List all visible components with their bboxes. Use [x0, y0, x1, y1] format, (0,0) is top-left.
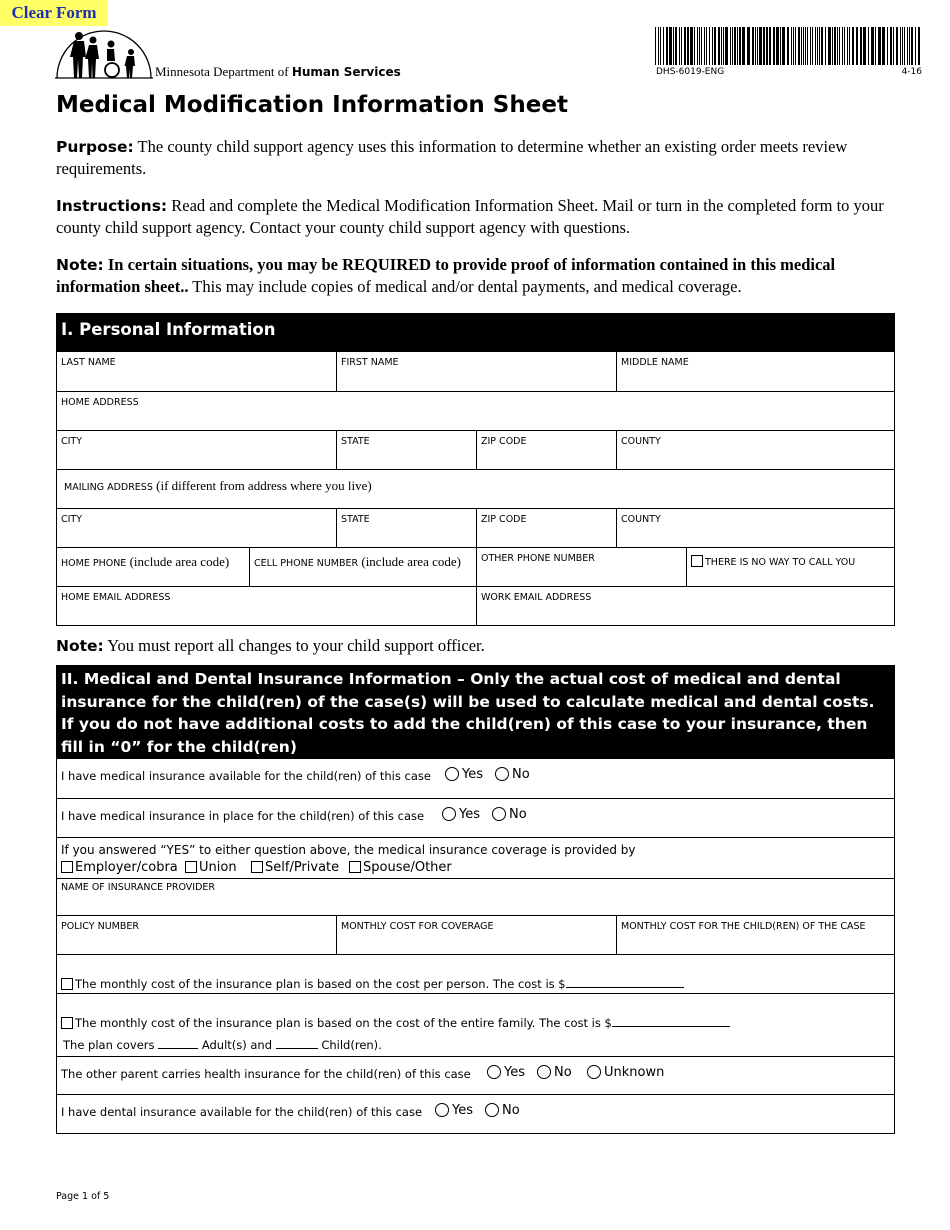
other-phone-input[interactable]: [480, 568, 683, 584]
mailing-state-input[interactable]: [340, 529, 473, 545]
home-phone-cell: [57, 548, 249, 586]
checkbox-icon[interactable]: [185, 861, 197, 873]
checkbox-icon[interactable]: [349, 861, 361, 873]
form-revision: 4-16: [901, 67, 922, 77]
mailing-state-label: STATE: [341, 514, 370, 525]
medical-in-place-question: I have medical insurance in place for the child(ren) of this case: [61, 809, 425, 823]
page-number: Page 1 of 5: [56, 1191, 110, 1202]
mailing-county-label: COUNTY: [621, 514, 661, 525]
home-address-cell: [57, 392, 894, 430]
monthly-cost-input[interactable]: [340, 936, 613, 952]
other-parent-no[interactable]: No: [537, 1065, 572, 1080]
radio-icon[interactable]: [537, 1065, 551, 1079]
per-person-cost-line[interactable]: [566, 975, 684, 988]
medical-available-no[interactable]: No: [495, 767, 530, 782]
radio-icon[interactable]: [435, 1103, 449, 1117]
middle-name-cell: [616, 352, 894, 391]
radio-icon[interactable]: [445, 767, 459, 781]
cell-phone-cell: [249, 548, 476, 586]
work-email-label: WORK EMAIL ADDRESS: [481, 592, 592, 603]
coverage-provider-row: [57, 837, 894, 878]
state-input[interactable]: [340, 451, 473, 467]
home-phone-input[interactable]: [60, 568, 246, 584]
dental-available-yes[interactable]: Yes: [435, 1103, 473, 1118]
radio-icon[interactable]: [442, 807, 456, 821]
per-person-row: [57, 954, 894, 993]
radio-icon[interactable]: [487, 1065, 501, 1079]
adults-count-line[interactable]: [158, 1036, 198, 1049]
last-name-cell: [57, 352, 336, 391]
work-email-cell: [476, 587, 894, 625]
radio-icon[interactable]: [485, 1103, 499, 1117]
mailing-zip-input[interactable]: [480, 529, 613, 545]
no-way-to-call-checkbox[interactable]: [691, 555, 703, 567]
checkbox-icon[interactable]: [61, 978, 73, 990]
monthly-cost-label: MONTHLY COST FOR COVERAGE: [341, 921, 494, 932]
home-email-cell: [57, 587, 476, 625]
mailing-zip-cell: [476, 509, 616, 547]
zip-cell: [476, 431, 616, 469]
monthly-cost-cell: [336, 916, 616, 954]
coverage-spouse-option[interactable]: Spouse/Other: [349, 860, 452, 875]
coverage-union-option[interactable]: Union: [185, 860, 237, 875]
plan-covers-line: The plan covers Adult(s) and Child(ren).: [63, 1038, 382, 1052]
county-input[interactable]: [620, 451, 891, 467]
mailing-zip-label: ZIP CODE: [481, 514, 527, 525]
monthly-cost-children-cell: [616, 916, 894, 954]
dhs-logo-icon: [55, 27, 153, 79]
zip-label: ZIP CODE: [481, 436, 527, 447]
clear-form-button[interactable]: Clear Form: [0, 0, 108, 26]
mailing-county-cell: [616, 509, 894, 547]
county-cell: [616, 431, 894, 469]
other-phone-label: OTHER PHONE NUMBER: [481, 553, 595, 564]
radio-icon[interactable]: [492, 807, 506, 821]
last-name-label: LAST NAME: [61, 357, 116, 368]
report-changes-note: Note: You must report all changes to your child support officer.: [56, 636, 485, 655]
medical-available-row: [57, 759, 894, 798]
zip-input[interactable]: [480, 451, 613, 467]
mailing-city-label: CITY: [61, 514, 83, 525]
first-name-label: FIRST NAME: [341, 357, 399, 368]
mailing-address-label: MAILING ADDRESS (if different from address where you live): [64, 478, 372, 493]
cell-phone-input[interactable]: [253, 568, 473, 584]
personal-information-grid: [56, 352, 895, 626]
city-input[interactable]: [60, 451, 333, 467]
policy-number-cell: [57, 916, 336, 954]
insurance-information-grid: [56, 759, 895, 1134]
entire-family-option[interactable]: The monthly cost of the insurance plan is based on the cost of the entire family. The cost is $: [61, 1014, 730, 1030]
checkbox-icon[interactable]: [251, 861, 263, 873]
medical-in-place-no[interactable]: No: [492, 807, 527, 822]
section-1-header: I. Personal Information: [56, 313, 895, 352]
coverage-employer-option[interactable]: Employer/cobra: [61, 860, 178, 875]
mailing-city-cell: [57, 509, 336, 547]
entire-family-cost-line[interactable]: [612, 1014, 730, 1027]
children-count-line[interactable]: [276, 1036, 318, 1049]
policy-number-label: POLICY NUMBER: [61, 921, 139, 932]
insurance-provider-cell: [57, 879, 894, 915]
home-email-input[interactable]: [60, 607, 473, 623]
dental-available-row: [57, 1094, 894, 1133]
mailing-address-cell: [57, 470, 894, 508]
middle-name-label: MIDDLE NAME: [621, 357, 689, 368]
radio-icon[interactable]: [495, 767, 509, 781]
home-email-label: HOME EMAIL ADDRESS: [61, 592, 171, 603]
home-address-label: HOME ADDRESS: [61, 397, 139, 408]
insurance-provider-input[interactable]: [60, 897, 891, 913]
department-name: Minnesota Department of Human Services: [155, 64, 401, 79]
medical-in-place-yes[interactable]: Yes: [442, 807, 480, 822]
other-parent-row: [57, 1056, 894, 1094]
state-cell: [336, 431, 476, 469]
other-parent-unknown[interactable]: Unknown: [587, 1065, 664, 1080]
home-address-input[interactable]: [60, 412, 891, 428]
no-way-to-call-option[interactable]: THERE IS NO WAY TO CALL YOU: [691, 555, 855, 568]
insurance-provider-label: NAME OF INSURANCE PROVIDER: [61, 882, 216, 893]
no-way-to-call-cell: [686, 548, 894, 586]
page-title: Medical Modification Information Sheet: [56, 92, 568, 118]
other-parent-question: The other parent carries health insurance for the child(ren) of this case: [61, 1067, 471, 1081]
radio-icon[interactable]: [587, 1065, 601, 1079]
coverage-provided-by-question: If you answered “YES” to either question above, the medical insurance coverage is provided by: [61, 843, 636, 857]
coverage-self-option[interactable]: Self/Private: [251, 860, 339, 875]
first-name-input[interactable]: [340, 373, 613, 389]
barcode-icon: [655, 27, 923, 65]
note-paragraph: Note: In certain situations, you may be REQUIRED to provide proof of information contained in this medical information sheet.. This may include copies of medical and/or dental payments, and medical coverage.: [56, 255, 836, 296]
entire-family-row: [57, 993, 894, 1056]
monthly-cost-children-input[interactable]: [620, 936, 891, 952]
mailing-county-input[interactable]: [620, 529, 891, 545]
form-code: DHS-6019-ENG: [656, 67, 725, 77]
home-phone-label: HOME PHONE (include area code): [61, 554, 230, 569]
middle-name-input[interactable]: [620, 373, 891, 389]
first-name-cell: [336, 352, 616, 391]
checkbox-icon[interactable]: [61, 861, 73, 873]
last-name-input[interactable]: [60, 373, 333, 389]
instructions-paragraph: Instructions: Read and complete the Medical Modification Information Sheet. Mail or turn in the completed form to your county child support agency. Contact your county child support agency with questions.: [56, 196, 884, 237]
other-phone-cell: [476, 548, 686, 586]
monthly-cost-children-label: MONTHLY COST FOR THE CHILD(REN) OF THE CASE: [621, 921, 866, 932]
other-parent-yes[interactable]: Yes: [487, 1065, 525, 1080]
checkbox-icon[interactable]: [61, 1017, 73, 1029]
state-label: STATE: [341, 436, 370, 447]
dental-available-question: I have dental insurance available for the child(ren) of this case: [61, 1105, 423, 1119]
county-label: COUNTY: [621, 436, 661, 447]
mailing-address-input[interactable]: [60, 490, 891, 506]
cell-phone-label: CELL PHONE NUMBER (include area code): [254, 554, 461, 569]
per-person-option[interactable]: The monthly cost of the insurance plan is based on the cost per person. The cost is $: [61, 975, 684, 991]
medical-available-question: I have medical insurance available for the child(ren) of this case: [61, 769, 431, 783]
medical-in-place-row: [57, 798, 894, 837]
work-email-input[interactable]: [480, 607, 891, 623]
policy-number-input[interactable]: [60, 936, 333, 952]
medical-available-yes[interactable]: Yes: [445, 767, 483, 782]
city-cell: [57, 431, 336, 469]
purpose-paragraph: Purpose: The county child support agency uses this information to determine whether an existing order meets review requirements.: [56, 137, 848, 178]
city-label: CITY: [61, 436, 83, 447]
mailing-state-cell: [336, 509, 476, 547]
section-2-header: II. Medical and Dental Insurance Information – Only the actual cost of medical and dental insurance for the child(ren) of the case(s) will be used to calculate medical and dental costs. If you do not have additional costs to add the child(ren) of this case to your insurance, then fill in “0” for the child(ren): [56, 665, 895, 759]
dental-available-no[interactable]: No: [485, 1103, 520, 1118]
mailing-city-input[interactable]: [60, 529, 333, 545]
